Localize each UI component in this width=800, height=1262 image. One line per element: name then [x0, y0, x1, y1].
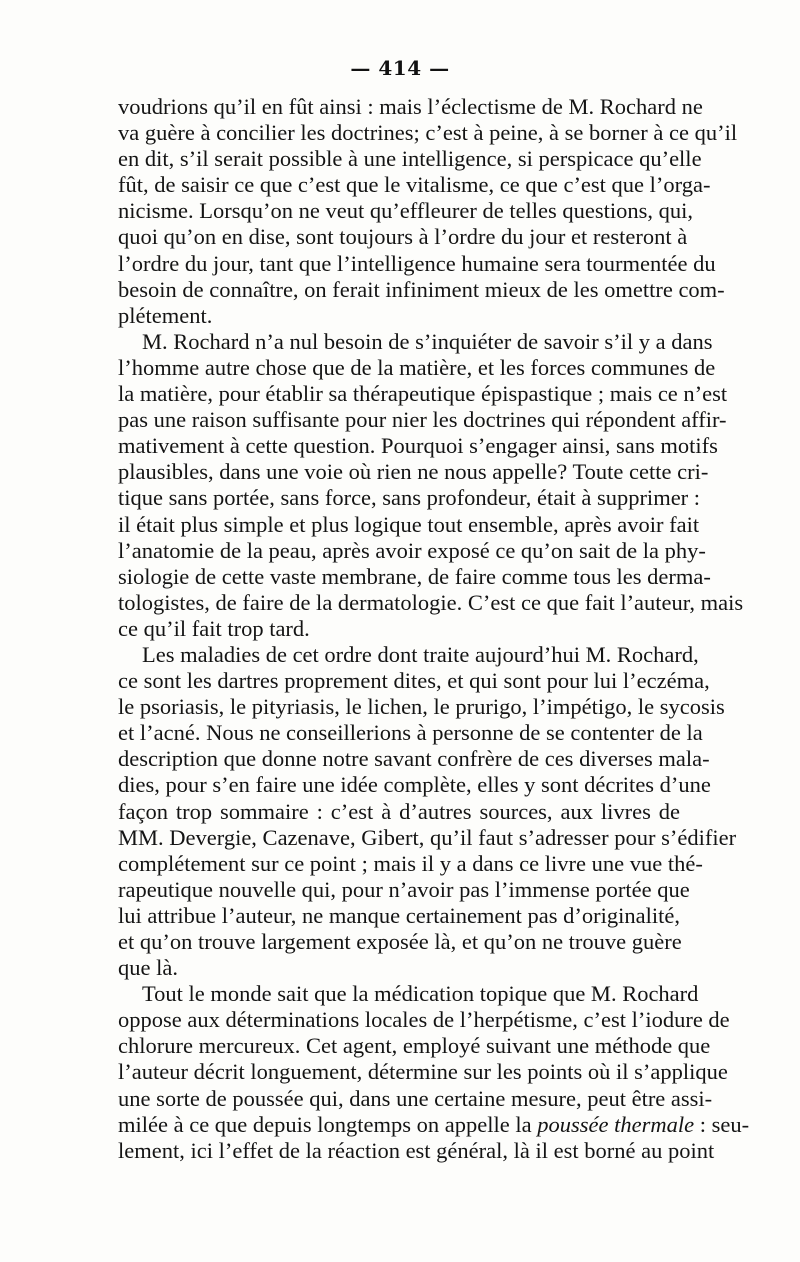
text-line: lement, ici l’effet de la réaction est général, là il est borné au point	[118, 1137, 715, 1163]
text-line: le psoriasis, le pityriasis, le lichen, le prurigo, l’impétigo, le sycosis	[118, 694, 725, 720]
text-line: l’anatomie de la peau, après avoir exposé ce qu’on sait de la phy-	[118, 537, 706, 563]
text-line: pas une raison suffisante pour nier les doctrines qui répondent affir-	[118, 407, 727, 433]
text-line: nicisme. Lorsqu’on ne veut qu’effleurer de telles questions, qui,	[118, 198, 694, 224]
text-line: lui attribue l’auteur, ne manque certainement pas d’originalité,	[118, 902, 681, 928]
text-line: Les maladies de cet ordre dont traite aujourd’hui M. Rochard,	[142, 641, 699, 667]
text-line: besoin de connaître, on ferait infiniment mieux de les omettre com-	[118, 276, 725, 302]
text-line: mativement à cette question. Pourquoi s’engager ainsi, sans motifs	[118, 433, 718, 459]
text-line: plausibles, dans une voie où rien ne nous appelle? Toute cette cri-	[118, 459, 709, 485]
text-line: Tout le monde sait que la médication topique que M. Rochard	[142, 981, 699, 1007]
body-text	[118, 94, 750, 1164]
text-segment: : seu-	[694, 1111, 750, 1137]
text-line: MM. Devergie, Cazenave, Gibert, qu’il faut s’adresser pour s’édifier	[118, 824, 737, 850]
text-line: siologie de cette vaste membrane, de faire comme tous les derma-	[118, 563, 711, 589]
text-line: quoi qu’on en dise, sont toujours à l’ordre du jour et resteront à	[118, 224, 688, 250]
italic-phrase: poussée thermale	[537, 1111, 695, 1137]
text-line: complétement sur ce point ; mais il y a dans ce livre une vue thé-	[118, 850, 703, 876]
text-line: il était plus simple et plus logique tout ensemble, après avoir fait	[118, 511, 700, 537]
text-line: description que donne notre savant confrère de ces diverses mala-	[118, 746, 710, 772]
text-line: M. Rochard n’a nul besoin de s’inquiéter de savoir s’il y a dans	[142, 328, 713, 354]
text-line: va guère à concilier les doctrines; c’est à peine, à se borner à ce qu’il	[118, 120, 738, 146]
text-line: et l’acné. Nous ne conseillerions à personne de se contenter de la	[118, 720, 703, 746]
text-line: une sorte de poussée qui, dans une certaine mesure, peut être assi-	[118, 1085, 713, 1111]
text-line: voudrions qu’il en fût ainsi : mais l’éclectisme de M. Rochard ne	[118, 94, 703, 119]
text-line: rapeutique nouvelle qui, pour n’avoir pas l’immense portée que	[118, 876, 690, 902]
text-line-with-italic	[118, 1111, 750, 1138]
text-line: ce sont les dartres proprement dites, et qui sont pour lui l’eczéma,	[118, 668, 710, 694]
text-line: et qu’on trouve largement exposée là, et qu’on ne trouve guère	[118, 929, 682, 954]
text-line: façon trop sommaire : c’est à d’autres sources, aux livres de	[118, 798, 680, 824]
text-line: fût, de saisir ce que c’est que le vitalisme, ce que c’est que l’orga-	[118, 172, 711, 198]
text-line: plétement.	[118, 302, 213, 328]
text-line: l’ordre du jour, tant que l’intelligence humaine sera tourmentée du	[118, 250, 716, 276]
text-line: l’homme autre chose que de la matière, et les forces communes de	[118, 354, 716, 380]
text-segment: milée à ce que depuis longtemps on appelle la	[118, 1111, 532, 1137]
text-line: ce qu’il fait trop tard.	[118, 615, 310, 641]
text-line: que là.	[118, 955, 178, 981]
page-number: — 414 —	[350, 56, 450, 80]
text-line: en dit, s’il serait possible à une intelligence, si perspicace qu’elle	[118, 146, 702, 172]
text-line: l’auteur décrit longuement, détermine sur les points où il s’applique	[118, 1059, 728, 1085]
text-line: chlorure mercureux. Cet agent, employé suivant une méthode que	[118, 1033, 711, 1059]
text-line: tique sans portée, sans force, sans profondeur, était à supprimer :	[118, 485, 701, 511]
text-line: tologistes, de faire de la dermatologie. C’est ce que fait l’auteur, mais	[118, 589, 744, 615]
text-line: la matière, pour établir sa thérapeutique épispastique ; mais ce n’est	[118, 381, 728, 407]
text-line: dies, pour s’en faire une idée complète, elles y sont décrites d’une	[118, 772, 711, 798]
text-line: oppose aux déterminations locales de l’herpétisme, c’est l’iodure de	[118, 1007, 730, 1033]
